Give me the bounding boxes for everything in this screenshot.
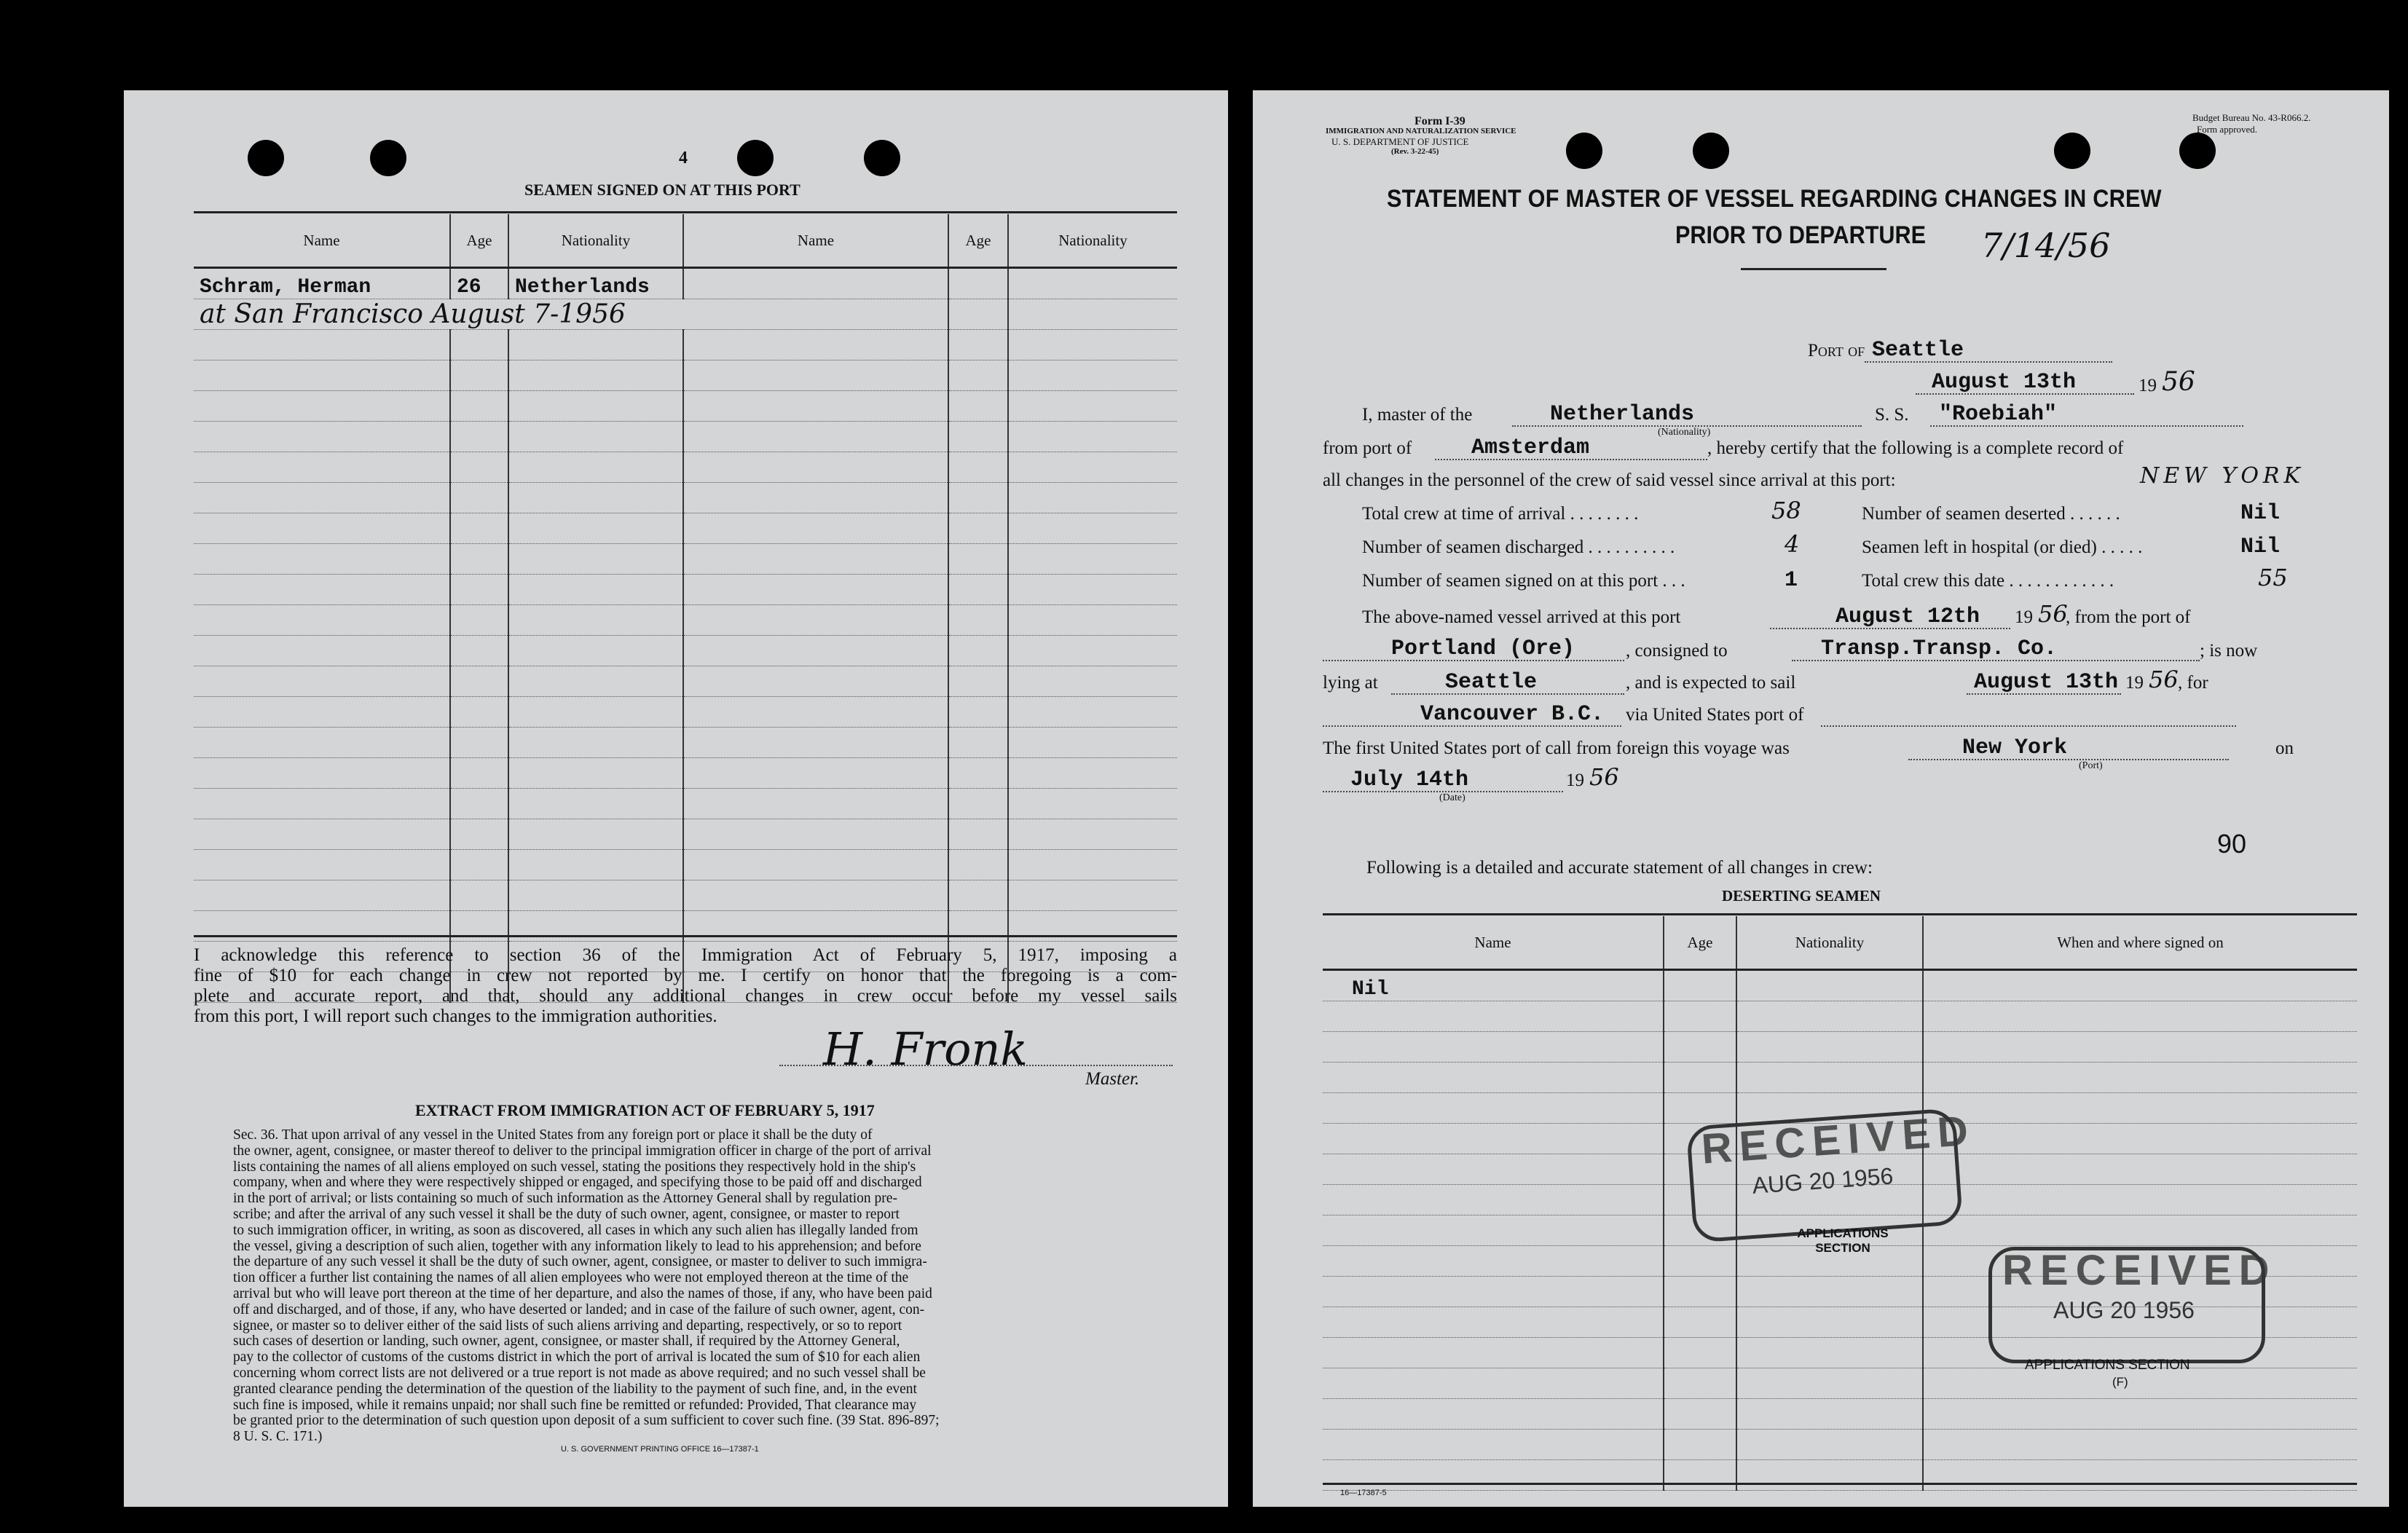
sail-text: , and is expected to sail [1626,673,1796,693]
prev-port: Portland (Ore) [1391,637,1575,661]
table-row [194,513,1177,544]
arrived-year-value: 56 [2038,600,2068,628]
deserting-title: DESERTING SEAMEN [1722,887,1881,905]
total-arrival-label: Total crew at time of arrival . . . . . . . . [1362,504,1639,524]
top-rule [194,211,1177,213]
punch-hole [2179,133,2216,169]
handwritten-90: 90 [2217,829,2247,859]
deserted-label: Number of seamen deserted . . . . . . [1862,504,2120,524]
budget-number: Budget Bureau No. 43-R066.2. [2192,112,2311,123]
handwritten-date: 7/14/56 [1981,226,2111,265]
right-page [1253,90,2389,1507]
department: U. S. DEPARTMENT OF JUSTICE [1331,136,1469,147]
form-subtitle: PRIOR TO DEPARTURE [1675,221,1926,249]
stamp2-received-text: RECEIVED [2002,1247,2277,1294]
extract-title: EXTRACT FROM IMMIGRATION ACT OF FEBRUARY 5, 1917 [415,1101,875,1119]
col-age: Age [450,214,508,268]
signed-on-value: 1 [1785,568,1798,593]
table-row [194,452,1177,483]
table-row [194,575,1177,605]
table-row [1323,1460,2357,1491]
desert-col-age: Age [1664,916,1736,970]
arrival-port-hand: NEW YORK [2140,463,2305,489]
form-title: STATEMENT OF MASTER OF VESSEL REGARDING CHANGES IN CREW [1387,185,2162,213]
stamp2-f: (F) [2112,1375,2128,1389]
table-row [1323,1063,2357,1093]
table-row [194,697,1177,728]
sail-date: August 13th [1974,670,2119,695]
table-row [194,850,1177,880]
master-signature: H. Fronk [823,1022,1028,1076]
desert-col-signed: When and where signed on [1923,916,2357,970]
page-number: 4 [679,149,688,168]
table-row [194,544,1177,575]
arrived-text: The above-named vessel arrived at this port [1362,607,1681,627]
nationality-caption: (Nationality) [1658,427,1711,438]
stamp2-date: AUG 20 1956 [2053,1297,2195,1323]
desert-col-nationality: Nationality [1736,916,1923,970]
table-bottom-rule [194,935,1177,937]
port-caption: (Port) [2079,760,2103,771]
from-port-value: Amsterdam [1471,436,1590,460]
received-stamp-2 [1988,1247,2277,1363]
table-row [194,391,1177,422]
port-value: Seattle [1872,338,1964,363]
desert-col-name: Name [1323,916,1664,970]
printing-office: U. S. GOVERNMENT PRINTING OFFICE 16—17387-1 [561,1445,759,1454]
extract-text: Sec. 36. That upon arrival of any vessel in the United States from any foreign port or place it shall be the duty of the owner, agent, consignee, or master thereof to deliver to the principal immigration officer in charge of the port of arrival lists containing the names of all aliens employed on such vessel, stating the positions they respectively hold in the ship's company, when and where they were respectively shipped or engaged, and specifying those to be paid off and discharged in the port of arrival; or lists containing so much of such information as the Attorney General shall by regulation pre- scribe; and after the arrival of any such vessel it shall be the duty of such owner, agent, consignee, or master to report to such immigration officer, in writing, as soon as discovered, all cases in which any such alien has illegally landed from the vessel, giving a description of such alien, together with any information likely to lead to his apprehension; and before the departure of any such vessel it shall be the duty of such owner, agent, consignee, or master to deliver to such immigra- tion officer a further list containing the names of all alien employees who were not employed thereon at the time of the arrival but who will leave port thereon at the time of her departure, and also the names of those, if any, who have been paid off and discharged, and of those, if any, who have deserted or landed; and in case of the failure of such owner, agent, con- signee, or master so to deliver either of the said lists of such aliens arriving and departing, respectively, or so to report such cases of desertion or landing, such owner, agent, consignee, or master shall, if required by the Attorney General, pay to the collector of customs of the customs district in which the port of arrival is located the sum of $10 for each alien concerning whom correct lists are not delivered or a true report is not made as above required; and no such vessel shall be granted clearance pending the determination of the question of the liability to the payment of such fine, and, in the event such fine is imposed, while it remains unpaid; nor shall such fine be remitted or refunded: Provided, That clearance may be granted prior to the determination of such question upon deposit of a sum sufficient to cover such fine. (39 Stat. 896-897; 8 U. S. C. 171.) [233,1127,940,1445]
discharged-value: 4 [1785,530,1800,558]
table-row [1323,1430,2357,1460]
date-caption: (Date) [1439,792,1465,803]
lying-port: Seattle [1445,670,1538,695]
lying-at-text: lying at [1323,673,1378,693]
destination: Vancouver B.C. [1420,702,1605,727]
total-arrival-value: 58 [1771,497,1801,524]
signed-on-label: Number of seamen signed on at this port . . . [1362,571,1685,591]
changes-text: all changes in the personnel of the crew of said vessel since arrival at this port: [1323,470,1896,490]
punch-hole [1566,133,1602,169]
deserted-value: Nil [2240,501,2281,526]
sail-year: 19 [2125,673,2144,693]
table-row [194,330,1177,360]
table-row [194,728,1177,758]
hospital-value: Nil [2240,535,2281,559]
seaman-age: 26 [450,268,508,299]
seamen-signed-table [194,214,1177,1003]
signature-line [779,1065,1173,1066]
date-value: August 13th [1932,370,2077,395]
ship-value: "Roebiah" [1939,402,2058,427]
table-row [1323,1399,2357,1430]
via-text: via United States port of [1626,705,1804,725]
arrived-year: 19 [2015,607,2033,627]
first-port-text: The first United States port of call from foreign this voyage was [1323,738,1790,758]
handwritten-note: at San Francisco August 7-1956 [194,299,683,330]
punch-hole [737,140,774,176]
col-nationality: Nationality [508,214,683,268]
total-date-value: 55 [2258,564,2288,591]
table-row [194,605,1177,636]
punch-hole [1693,133,1729,169]
table-row [194,268,1177,299]
table-row [1323,1001,2357,1032]
punch-hole [2054,133,2090,169]
table-row [194,636,1177,666]
table-row [194,758,1177,789]
total-date-label: Total crew this date . . . . . . . . . . . . [1862,571,2114,591]
table-row [1323,970,2357,1001]
consignee: Transp.Transp. Co. [1821,637,2058,661]
table-row [194,422,1177,452]
stamp2-applications-section: APPLICATIONS SECTION [2025,1357,2190,1373]
desert-nil: Nil [1323,970,1664,1001]
port-label: Port of [1808,341,1865,360]
col-name-2: Name [683,214,948,268]
for-text: , for [2178,673,2208,693]
from-port-label: from port of [1323,438,1412,458]
table-row [194,819,1177,850]
deserting-top-rule [1323,913,2357,915]
on-text: on [2275,738,2294,758]
arrived-date: August 12th [1835,604,1980,629]
first-port-date: July 14th [1350,768,1469,792]
revision: (Rev. 3-22-45) [1391,147,1439,156]
following-text: Following is a detailed and accurate statement of all changes in crew: [1366,858,1873,878]
received-stamp [1686,1106,1977,1242]
sail-year-value: 56 [2149,666,2179,693]
footer-code: 16—17387-5 [1340,1489,1387,1497]
first-port-year: 19 [1566,771,1584,790]
nationality-value: Netherlands [1550,402,1695,427]
stamp-received-text: RECEIVED [1699,1106,1977,1173]
master-of-label: I, master of the [1362,405,1473,425]
first-port-year-value: 56 [1589,763,1619,791]
deserting-bottom-rule [1323,1483,2357,1485]
left-page [124,90,1228,1507]
certify-text: , hereby certify that the following is a complete record of [1707,438,2124,458]
section-title: SEAMEN SIGNED ON AT THIS PORT [524,181,800,199]
col-nationality-2: Nationality [1008,214,1177,268]
punch-hole [370,140,406,176]
seaman-nationality: Netherlands [508,268,683,299]
punch-hole [864,140,900,176]
table-row [194,483,1177,513]
ss-label: S. S. [1875,405,1909,425]
col-name: Name [194,214,450,268]
title-underline [1741,268,1886,270]
table-row [1323,1032,2357,1063]
hospital-label: Seamen left in hospital (or died) . . . . . [1862,537,2143,557]
table-row [194,666,1177,697]
first-port-value: New York [1962,736,2068,760]
stamp-date: AUG 20 1956 [1751,1162,1894,1199]
consigned-text: , consigned to [1626,641,1728,661]
discharged-label: Number of seamen discharged . . . . . . . . . . [1362,537,1675,557]
from-port-of-text: , from the port of [2066,607,2191,627]
stamp-applications-section: APPLICATIONS SECTION [1797,1226,1889,1255]
col-age-2: Age [948,214,1008,268]
punch-hole [248,140,284,176]
form-approved: Form approved. [2197,124,2258,135]
agency: IMMIGRATION AND NATURALIZATION SERVICE [1326,127,1516,135]
year-value: 56 [2162,367,2195,397]
table-row [194,360,1177,391]
master-label: Master. [1085,1069,1140,1089]
table-row [1323,1368,2357,1399]
table-row [194,880,1177,911]
acknowledgment-text: I acknowledge this reference to section 36 of the Immigration Act of February 5, 1917, imposing a fine of $10 for each change in crew not reported by me. I certify on honor that the foregoing is a com- plete and accurate report, and that, should any additional changes in crew occur before my vessel sails from this port, I will report such changes to the immigration authorities. [194,945,1177,1026]
form-id: Form I-39 [1414,115,1465,127]
table-row [194,299,1177,330]
seaman-name: Schram, Herman [194,268,450,299]
is-now-text: ; is now [2200,641,2258,661]
table-row [194,789,1177,819]
year-prefix: 19 [2139,376,2157,395]
